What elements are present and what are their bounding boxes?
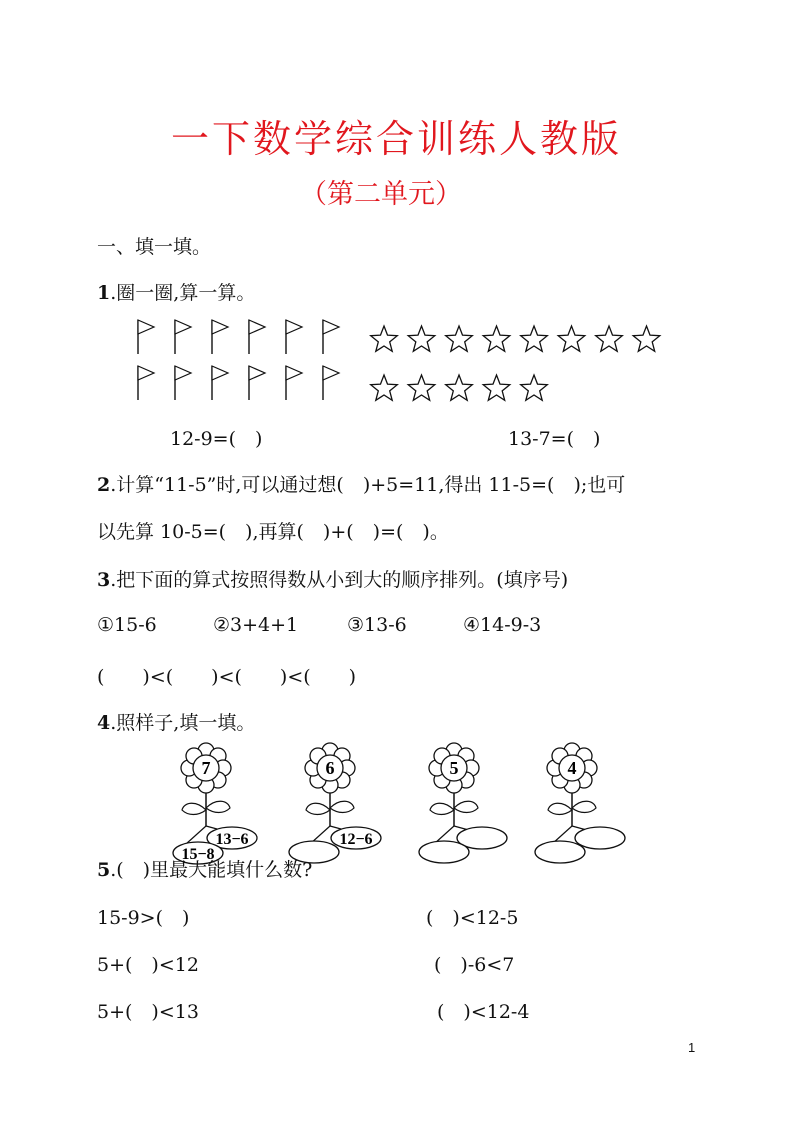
q4-prompt (97, 708, 255, 735)
star-icon (521, 326, 548, 351)
flag-icon (138, 366, 154, 400)
q2-text-1: .计算“11-5”时,可以通过想( )+5=11,得出 11-5=( );也可 (110, 474, 626, 496)
flower-2 (289, 743, 381, 863)
q3-item-2: ②3+4+1 (213, 614, 299, 636)
flower-3-number: 5 (449, 758, 459, 778)
flag-icon (175, 366, 191, 400)
q3-prompt (97, 565, 568, 592)
star-icon (521, 375, 548, 400)
q5-row-2-left: 5+( )<12 (97, 954, 199, 976)
q4-text: .照样子,填一填。 (110, 712, 256, 734)
q5-row-1-left: 15-9>( ) (97, 907, 190, 929)
flag-icon (175, 320, 191, 354)
star-icon (596, 326, 623, 351)
flag-icon (212, 366, 228, 400)
flowers-illustration (160, 740, 630, 863)
star-icon (408, 326, 435, 351)
flag-icon (249, 320, 265, 354)
q5-row-2-right: ( )-6<7 (434, 954, 515, 976)
q3-order-line: ( )<( )<( )<( ) (97, 666, 357, 688)
q1-number: 1 (97, 282, 111, 304)
q3-item-4: ④14-9-3 (463, 614, 542, 636)
flower-1-number: 7 (201, 758, 211, 778)
q2-line-2: 以先算 10-5=( ),再算( )+( )=( )。 (97, 521, 449, 543)
q2-number: 2 (97, 474, 111, 496)
star-icon (446, 375, 473, 400)
page-number: 1 (688, 1040, 696, 1055)
q5-number: 5 (97, 859, 111, 881)
star-icon (371, 375, 398, 400)
q3-item-3: ③13-6 (347, 614, 407, 636)
star-icon (446, 326, 473, 351)
flag-icon (286, 366, 302, 400)
q1-equation-right: 13-7=( ) (508, 428, 601, 450)
flags-illustration (130, 318, 360, 408)
flower-1-oval-1-text: 13−6 (215, 831, 249, 848)
page-subtitle: （第二单元） (300, 179, 462, 210)
flag-icon (249, 366, 265, 400)
q1-text: .圈一圈,算一算。 (110, 282, 256, 304)
q5-text: .( )里最大能填什么数? (110, 859, 313, 881)
star-icon (558, 326, 585, 351)
star-icon (633, 326, 660, 351)
section-heading: 一、填一填。 (97, 236, 212, 258)
flower-1 (173, 743, 257, 864)
flower-2-oval-1-text: 12−6 (339, 831, 373, 848)
q5-row-1-right: ( )<12-5 (426, 907, 519, 929)
q3-text: .把下面的算式按照得数从小到大的顺序排列。(填序号) (110, 569, 569, 591)
flower-1-oval-2-text: 15−8 (181, 846, 215, 863)
flag-icon (212, 320, 228, 354)
flower-4 (535, 743, 625, 863)
q1-equation-left: 12-9=( ) (170, 428, 263, 450)
q5-prompt (97, 855, 312, 882)
flower-4-number: 4 (567, 758, 577, 778)
flower-2-number: 6 (325, 758, 335, 778)
flag-icon (323, 366, 339, 400)
q5-row-3-left: 5+( )<13 (97, 1001, 199, 1023)
q2-line-1 (97, 470, 625, 497)
q4-number: 4 (97, 712, 111, 734)
q1-prompt (97, 278, 255, 305)
q3-number: 3 (97, 569, 111, 591)
star-icon (408, 375, 435, 400)
star-icon (371, 326, 398, 351)
page-title: 一下数学综合训练人教版 (170, 117, 622, 161)
q3-item-1: ①15-6 (97, 614, 157, 636)
star-icon (483, 326, 510, 351)
flower-3 (419, 743, 507, 863)
q5-row-3-right: ( )<12-4 (437, 1001, 530, 1023)
flag-icon (138, 320, 154, 354)
stars-illustration (368, 322, 668, 412)
flag-icon (286, 320, 302, 354)
star-icon (483, 375, 510, 400)
flag-icon (323, 320, 339, 354)
